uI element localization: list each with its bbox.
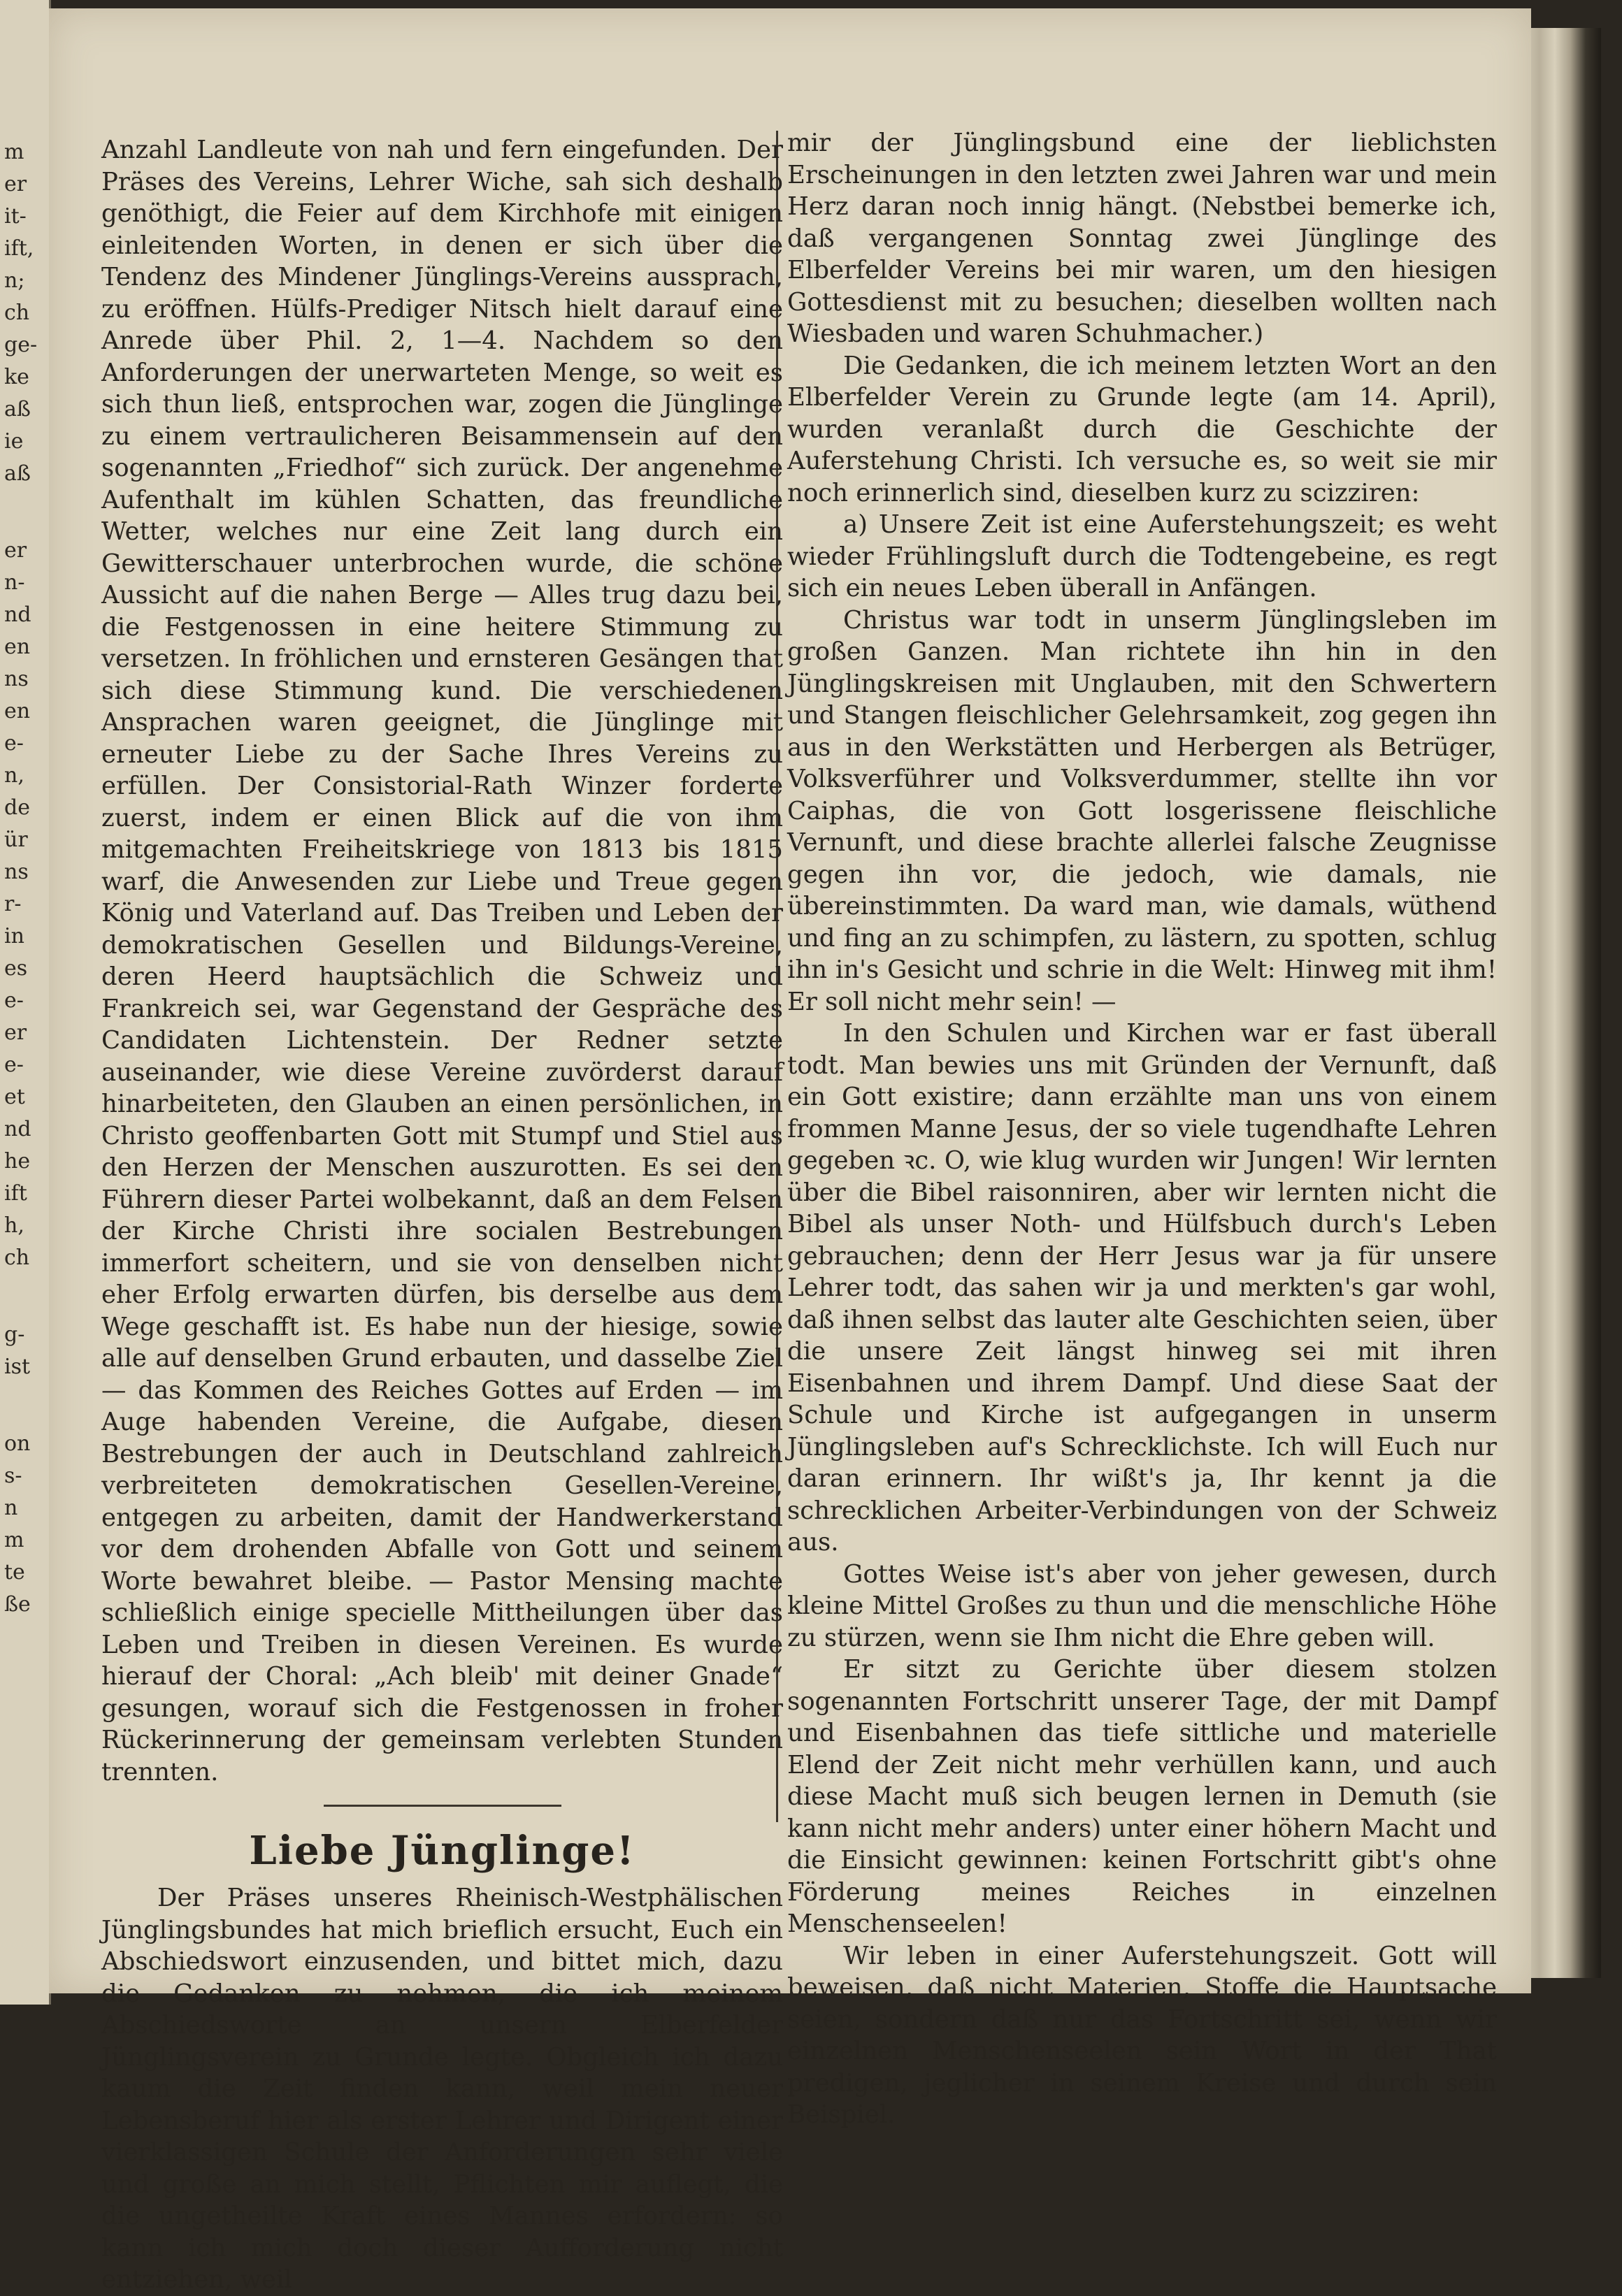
margin-fragment: er	[4, 1020, 27, 1045]
right-paragraph-5: In den Schulen und Kirchen war er fast überall todt. Man bewies uns mit Gründen der Vernunft, daß ein Gott existire; dann erzählte man uns von einem frommen Manne Jesus, der so viele tugendhafte Lehren gegeben ꝛc. O, wie klug wurden wir Jungen! Wir lernten über die Bibel raisonniren, aber wir lernten nicht die Bibel als unser Noth- und Hülfsbuch durch's Leben gebrauchen; denn der Herr Jesus war ja für unsere Lehrer todt, das sahen wir ja und merkten's gar wohl, daß ihnen selbst das lauter alte Geschichten seien, über die unsere Zeit längst hinweg sei mit ihren Eisenbahnen und ihrem Dampf. Und diese Saat der Schule und Kirche ist aufgegangen in unserm Jünglingsleben auf's Schrecklichste. Ich will Euch nur daran erinnern. Ihr wißt's ja, Ihr kennt ja die schrecklichen Arbeiter-Verbindungen von der Schweiz aus.	[787, 1019, 1497, 1557]
margin-fragment: in	[4, 924, 24, 948]
margin-fragment: ke	[4, 365, 29, 389]
margin-fragment: he	[4, 1149, 31, 1174]
margin-fragment: g-	[4, 1322, 25, 1347]
margin-fragment: en	[4, 635, 31, 659]
previous-page-edge	[0, 0, 51, 2005]
margin-fragment: er	[4, 538, 27, 563]
margin-fragment: n	[4, 1496, 18, 1520]
left-paragraph-1: Anzahl Landleute von nah und fern eingefunden. Der Präses des Vereins, Lehrer Wiche, sah sich deshalb genöthigt, die Feier auf dem Kirchhofe mit einigen einleitenden Worten, in denen er sich über die Tendenz des Mindener Jünglings-Vereins aussprach, zu eröffnen. Hülfs-Prediger Nitsch hielt darauf eine Anrede über Phil. 2, 1—4. Nachdem so den Anforderungen der unerwarteten Menge, so weit es sich thun ließ, entsprochen war, zogen die Jünglinge zu einem vertraulicheren Beisammensein auf den sogenannten „Friedhof“ sich zurück. Der angenehme Aufenthalt im kühlen Schatten, das freundliche Wetter, welches nur eine Zeit lang durch ein Gewitterschauer unterbrochen wurde, die schöne Aussicht auf die nahen Berge — Alles trug dazu bei, die Festgenossen in eine heitere Stimmung zu versetzen. In fröhlichen und ernsteren Gesängen that sich diese Stimmung kund. Die verschiedenen Ansprachen waren geeignet, die Jünglinge mit erneuter Liebe zu der Sache Ihres Vereins zu erfüllen. Der Consistorial-Rath Winzer forderte zuerst, indem er einen Blick auf die von ihm mitgemachten Freiheitskriege von 1813 bis 1815 warf, die Anwesenden zur Liebe und Treue gegen König und Vaterland auf. Das Treiben und Leben der demokratischen Gesellen und Bildungs-Vereine, deren Heerd hauptsächlich die Schweiz und Frankreich sei, war Gegenstand der Gespräche des Candidaten Lichtenstein. Der Redner setzte auseinander, wie diese Vereine zuvörderst darauf hinarbeiteten, den Glauben an einen persönlichen, in Christo geoffenbarten Gott mit Stumpf und Stiel aus den Herzen der Menschen auszurotten. Es sei den Führern dieser Partei wolbekannt, daß an dem Felsen der Kirche Christi ihre socialen Bestrebungen immerfort scheitern, und sie von denselben nicht eher Erfolg erwarten dürfen, bis derselbe aus dem Wege geschafft ist. Es habe nun der hiesige, sowie alle auf denselben Grund erbauten, und dasselbe Ziel — das Kommen des Reiches Gottes auf Erden — im Auge habenden Vereine, die Aufgabe, diesen Bestrebungen der auch in Deutschland zahlreich verbreiteten demokratischen Gesellen-Vereine, entgegen zu arbeiten, damit der Handwerkerstand vor dem drohenden Abfalle von Gott und seinem Worte bewahret bleibe. — Pastor Mensing machte schließlich einige specielle Mittheilungen über das Leben und Treiben in diesen Vereinen. Es wurde hierauf der Choral: „Ach bleib' mit deiner Gnade“ gesungen, worauf sich die Festgenossen in froher Rückerinnerung der gemeinsam verlebten Stunden trennten.	[101, 136, 783, 1786]
margin-fragment: s-	[4, 1464, 22, 1488]
margin-fragment: h,	[4, 1213, 24, 1238]
right-paragraph-8: Wir leben in einer Auferstehungszeit. Gott will beweisen, daß nicht Materien, Stoffe die Hauptsache seien, sondern daß nur das Fortschritt sei, wenn wir einzelnen Menschenseelen sein Wort in der That predigen, jeglicher in seinem Kreise und durch sein Beispiel.	[787, 1941, 1497, 2129]
section-separator	[324, 1805, 561, 1807]
right-paragraph-3: a) Unsere Zeit ist eine Auferstehungszeit; es weht wieder Frühlingsluft durch die Todtengebeine, es regt sich ein neues Leben überall in Anfängen.	[787, 510, 1497, 602]
margin-fragment: te	[4, 1560, 25, 1584]
margin-fragment: ift	[4, 1181, 27, 1206]
document-page	[49, 8, 1531, 2294]
margin-fragment: r-	[4, 892, 22, 916]
right-paragraph-2: Die Gedanken, die ich meinem letzten Wort an den Elberfelder Verein zu Grunde legte (am 14. April), wurden veranlaßt durch die Geschichte der Auferstehung Christi. Ich versuche es, so weit sie mir noch erinnerlich sind, dieselben kurz zu scizziren:	[787, 351, 1497, 507]
margin-fragment: nd	[4, 1117, 31, 1141]
right-paragraph-4: Christus war todt in unserm Jünglingsleben im großen Ganzen. Man richtete ihn hin in den Jünglingskreisen mit Unglauben, mit den Schwertern und Stangen fleischlicher Gelehrsamkeit, zog gegen ihn aus in den Werkstätten und Herbergen als Betrüger, Volksverführer und Volksverdummer, stellte ihn vor Caiphas, die von Gott losgerissene fleischliche Vernunft, und diese brachte allerlei falsche Zeugnisse gegen ihn vor, die jedoch, wie damals, nie übereinstimmten. Da ward man, wie damals, wüthend und fing an zu schimpfen, zu lästern, zu spotten, schlug ihn in's Gesicht und schrie in die Welt: Hinweg mit ihm! Er soll nicht mehr sein! —	[787, 605, 1497, 1016]
margin-fragment: ift,	[4, 236, 34, 261]
margin-fragment: ns	[4, 860, 29, 884]
margin-fragment: n-	[4, 570, 25, 595]
margin-fragment: on	[4, 1431, 31, 1456]
margin-fragment: m	[4, 140, 24, 164]
margin-fragment: e-	[4, 731, 24, 756]
right-paragraph-7: Er sitzt zu Gerichte über diesem stolzen sogenannten Fortschritt unserer Tage, der mit Dampf und Eisenbahnen das tiefe sittliche und materielle Elend der Zeit nicht mehr verhüllen kann, und auch diese Macht muß sich beugen lernen in Demuth (sie kann nicht mehr anders) unter einer höhern Macht und die Einsicht gewinnen: keinen Fortschritt gibt's ohne Förderung meines Reiches in einzelnen Menschenseelen!	[787, 1655, 1497, 1938]
margin-fragment: ch	[4, 301, 30, 325]
margin-fragment: ie	[4, 429, 24, 454]
margin-fragment: e-	[4, 988, 24, 1013]
margin-fragment: n,	[4, 763, 24, 788]
margin-fragment: it-	[4, 204, 27, 229]
margin-fragment: ür	[4, 828, 28, 852]
margin-fragment: et	[4, 1085, 25, 1109]
page-stack-edge	[1524, 28, 1601, 1978]
margin-fragment: aß	[4, 461, 31, 486]
margin-fragment: ch	[4, 1246, 30, 1270]
section-heading: Liebe Jünglinge!	[249, 1828, 636, 1874]
margin-fragment: er	[4, 172, 27, 196]
margin-fragment: n;	[4, 268, 25, 293]
margin-fragment: es	[4, 956, 28, 981]
margin-fragment: en	[4, 699, 31, 723]
right-paragraph-1: mir der Jünglingsbund eine der lieblichsten Erscheinungen in den letzten zwei Jahren war und mein Herz daran noch innig hängt. (Nebstbei bemerke ich, daß vergangenen Sonntag zwei Jünglinge des Elberfelder Vereins bei mir waren, um den hiesigen Gottesdienst mit zu besuchen; dieselben wollten nach Wiesbaden und waren Schuhmacher.)	[787, 129, 1497, 348]
margin-fragment: aß	[4, 397, 31, 421]
right-paragraph-6: Gottes Weise ist's aber von jeher gewesen, durch kleine Mittel Großes zu thun und die menschliche Höhe zu stürzen, wenn sie Ihm nicht die Ehre geben will.	[787, 1559, 1497, 1652]
left-column	[101, 134, 783, 2296]
margin-fragment: nd	[4, 602, 31, 627]
margin-fragment: ist	[4, 1355, 31, 1379]
margin-fragment: de	[4, 795, 30, 820]
right-column	[787, 127, 1497, 2131]
margin-fragment: ns	[4, 667, 29, 691]
left-paragraph-2: Der Präses unseres Rheinisch-Westphälischen Jünglingsbundes hat mich brieflich ersucht, Euch ein Abschiedswort einzusenden, und bittet mich, dazu die Gedanken zu nehmen, die ich meinem Abschiedsworte an unsern Elberfelder Jünglingsverein zu Grunde legte. Obgleich ich dazu kaum die Zeit finden kann, weil mein neuer Lebensberuf hier als erster Lehrer und Dirigent einer vierklassigen Schule der Anforderungen sehr viele und große an mich stellt, Pflichten mir auflegt, die die ungetheilte Kraft eines Mannes erfordern: so kann ich mich doch dieser Aufforderung nicht entziehen, weil	[101, 1884, 783, 2294]
margin-fragment: m	[4, 1528, 24, 1552]
margin-fragment: ge-	[4, 333, 38, 357]
margin-fragment: ße	[4, 1592, 31, 1617]
margin-fragment: e-	[4, 1053, 24, 1077]
